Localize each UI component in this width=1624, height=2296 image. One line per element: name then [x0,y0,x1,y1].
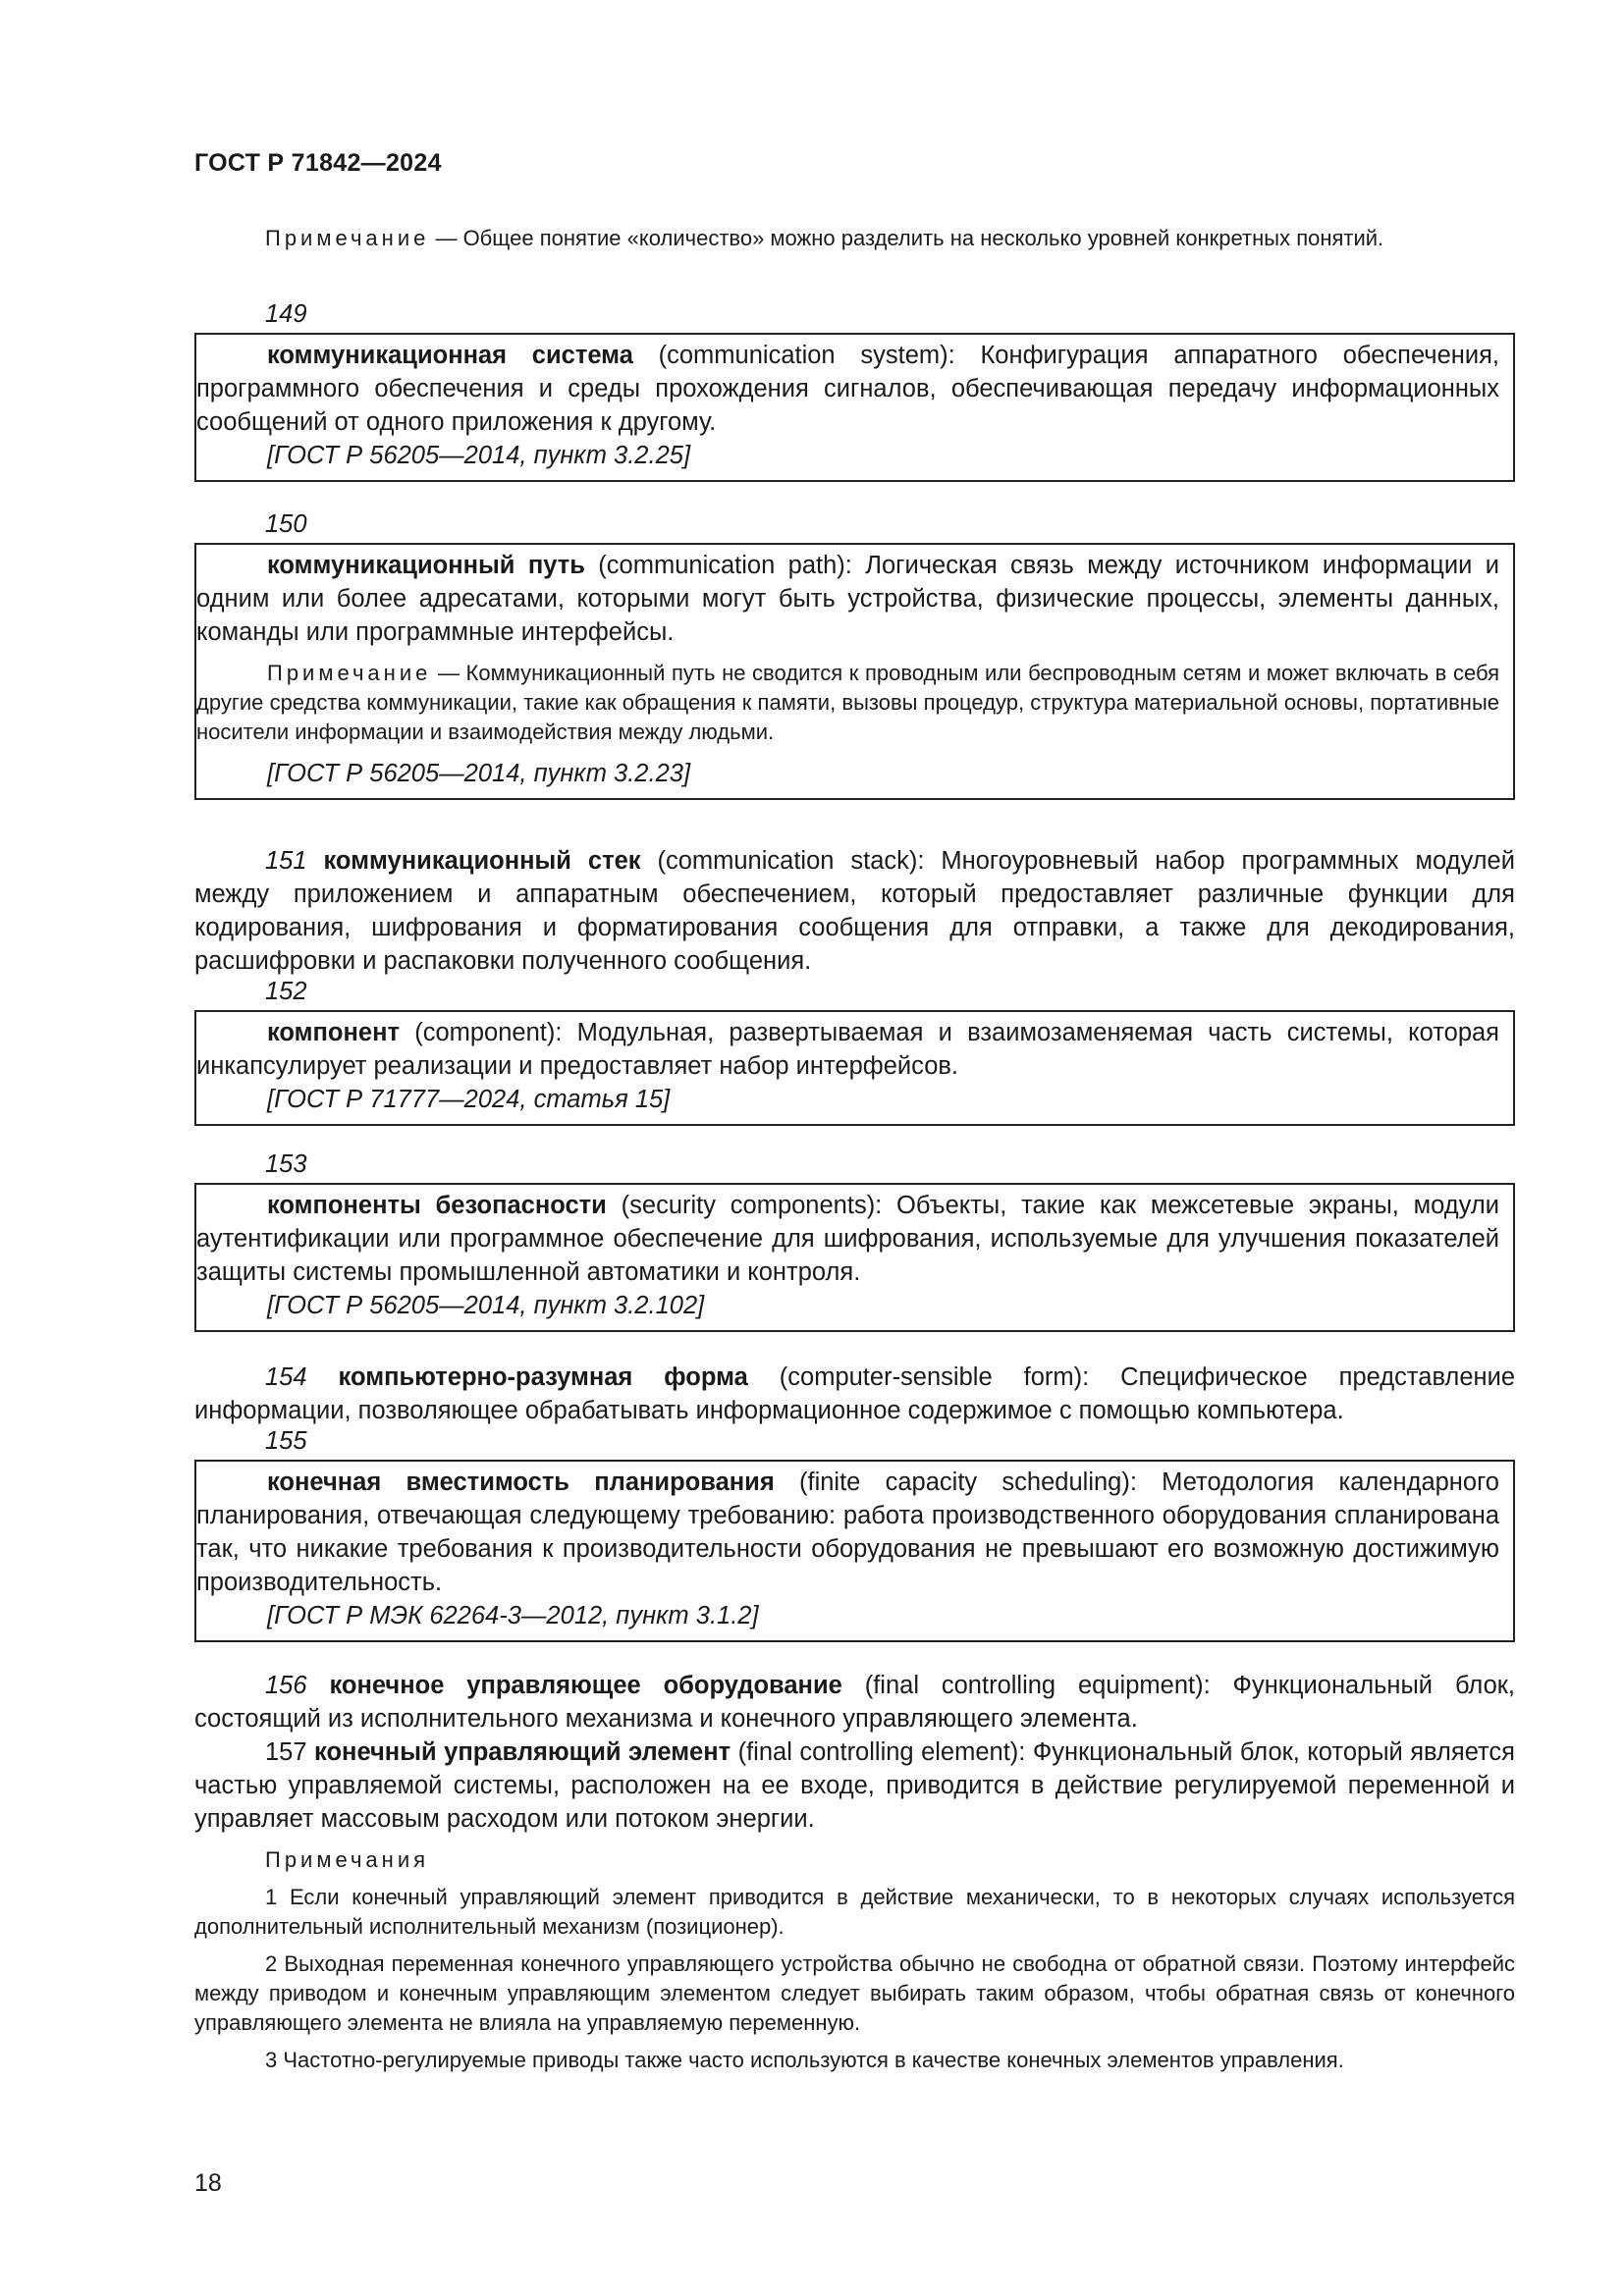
document-header: ГОСТ Р 71842—2024 [194,149,442,177]
term-153 [194,1150,1515,1332]
term-152 [194,978,1515,1126]
note-1: 1 Если конечный управляющий элемент приводится в действие механически, то в некоторых случаях используется дополнительный исполнительный механизм (позиционер). [194,1885,1515,1939]
term-155 [194,1427,1515,1642]
term-definition: (component): Модульная, развертываемая и взаимозаменяемая часть системы, которая инкапсулирует реализации и предоставляет набор интерфейсов. [196,1019,1499,1080]
term-number: 152 [265,978,307,1005]
term-definition: (final controlling element): Функциональный блок, который является частью управляемой системы, расположен на ее входе, приводится в действие регулируемой переменной и управляет массовым расходом или потоком энергии. [194,1738,1515,1833]
term-source: [ГОСТ Р 71777—2024, статья 15] [267,1086,671,1113]
note-quantity [194,224,1515,253]
note-label: Примечание [265,226,430,250]
note-label: Примечание [267,661,432,685]
term-154 [194,1361,1515,1427]
page-number: 18 [194,2169,222,2197]
term-name: компонент [267,1019,400,1046]
term-box [194,1460,1515,1642]
term-box [194,543,1515,800]
notes-label: Примечания [265,1847,430,1872]
term-157 [194,1735,1515,1836]
term-number: 154 [265,1363,307,1391]
note-text: — Общее понятие «количество» можно разделить на несколько уровней конкретных понятий. [429,226,1384,250]
term-source: [ГОСТ Р 56205—2014, пункт 3.2.25] [267,442,691,469]
term-name: конечное управляющее оборудование [329,1672,842,1699]
notes-section [194,1845,1515,2075]
term-definition: (security components): Объекты, такие как межсетевые экраны, модули аутентификации или программное обеспечение для шифрования, используемые для улучшения показателей защиты системы промышленной автоматики и контроля. [196,1192,1499,1286]
term-definition: (communication path): Логическая связь между источником информации и одним или более адресатами, которыми могут быть устройства, физические процессы, элементы данных, команды или программные интерфейсы. [196,552,1499,646]
term-box [194,1183,1515,1332]
note-2: 2 Выходная переменная конечного управляющего устройства обычно не свободна от обратной связи. Поэтому интерфейс между приводом и конечным управляющим элементом следует выбирать таким образом, чтобы обратная связь от конечного управляющего элемента не влияла на управляемую переменную. [194,1951,1515,2035]
term-156 [194,1669,1515,1735]
note-text: — Коммуникационный путь не сводится к проводным или беспроводным сетям и может включать в себя другие средства коммуникации, такие как обращения к памяти, вызовы процедур, структура материальной основы, портативные носители информации и взаимодействия между людьми. [196,661,1499,744]
term-box [194,1010,1515,1126]
term-150 [194,510,1515,800]
term-name: коммуникационный путь [267,552,585,579]
term-name: коммуникационная система [267,342,633,369]
term-number: 156 [265,1672,307,1699]
term-source: [ГОСТ Р 56205—2014, пункт 3.2.102] [267,1292,705,1319]
term-151 [194,844,1515,978]
term-name: конечный управляющий элемент [314,1738,731,1766]
term-number: 155 [265,1427,307,1455]
term-name: коммуникационный стек [323,847,641,875]
term-source: [ГОСТ Р МЭК 62264-3—2012, пункт 3.1.2] [267,1602,759,1629]
term-definition: (finite capacity scheduling): Методология календарного планирования, отвечающая следующему требованию: работа производственного оборудования спланирована так, что никакие требования к производительности оборудования не превышают его возможную достижимую производительность. [196,1468,1499,1596]
term-149 [194,300,1515,482]
term-name: конечная вместимость планирования [267,1468,775,1496]
term-number: 153 [265,1150,307,1178]
term-definition: (computer-sensible form): Специфическое представление информации, позволяющее обрабатывать информационное содержимое с помощью компьютера. [194,1363,1516,1424]
term-definition: (final controlling equipment): Функциональный блок, состоящий из исполнительного механизма и конечного управляющего элемента. [194,1672,1515,1733]
term-number: 151 [265,847,307,875]
term-name: компьютерно-разумная форма [338,1363,748,1391]
term-number: 149 [265,300,307,328]
term-box [194,333,1515,482]
term-definition: (communication stack): Многоуровневый набор программных модулей между приложением и аппаратным обеспечением, который предоставляет различные функции для кодирования, шифрования и форматирования сообщения для отправки, а также для декодирования, расшифровки и распаковки полученного сообщения. [194,847,1515,975]
term-number: 150 [265,510,307,538]
term-name: компоненты безопасности [267,1192,607,1219]
note-3: 3 Частотно-регулируемые приводы также часто используются в качестве конечных элементов управления. [265,2048,1344,2072]
term-number: 157 [265,1738,307,1766]
term-source: [ГОСТ Р 56205—2014, пункт 3.2.23] [267,760,691,787]
term-definition: (communication system): Конфигурация аппаратного обеспечения, программного обеспечения и среды прохождения сигналов, обеспечивающая передачу информационных сообщений от одного приложения к другому. [196,342,1499,436]
